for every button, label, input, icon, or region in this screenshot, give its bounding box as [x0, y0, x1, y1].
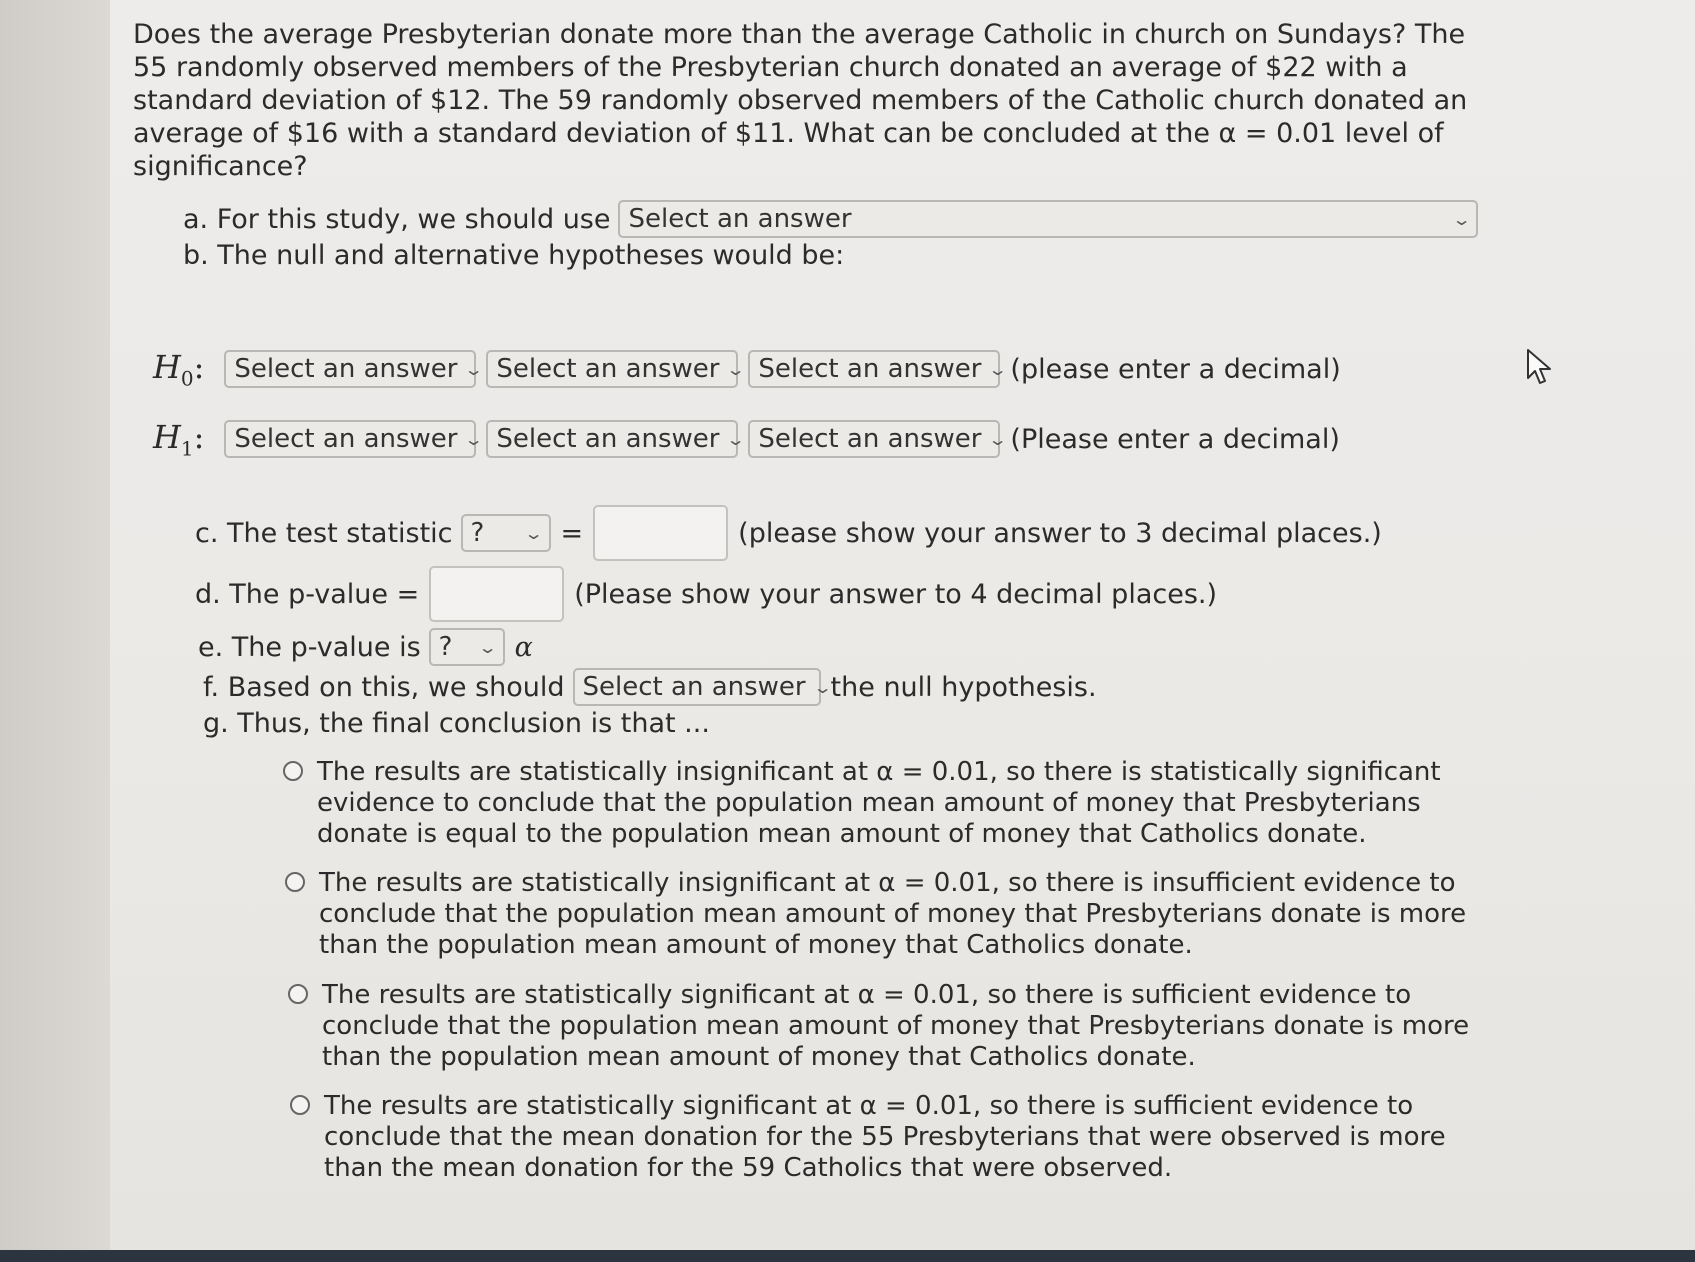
- h0-select-1[interactable]: [224, 350, 485, 388]
- chevron-down-icon: ⌄: [464, 429, 485, 449]
- part-g-label: g. Thus, the final conclusion is that ...: [203, 708, 710, 739]
- radio-icon[interactable]: [285, 872, 305, 892]
- chevron-down-icon: ⌄: [812, 677, 833, 697]
- chevron-down-icon: ⌄: [726, 429, 747, 449]
- h0-select-3-value: Select an answer: [758, 354, 982, 385]
- part-c-label: c. The test statistic: [195, 517, 453, 549]
- h1-symbol: $H_1$:: [153, 418, 205, 461]
- chevron-down-icon: ⌄: [477, 637, 498, 657]
- conclusion-option-3-text: The results are statistically significant at α = 0.01, so there is sufficient evidence to conclude that the population mean amount of money that Presbyterians donate is more than the population mean amount of money that Catholics donate.: [322, 980, 1470, 1072]
- part-f-row: [203, 668, 1097, 706]
- part-c-note: (please show your answer to 3 decimal places.): [738, 517, 1382, 549]
- conclusion-option-1[interactable]: [283, 757, 1483, 850]
- h1-note: (Please enter a decimal): [1010, 423, 1340, 455]
- radio-icon[interactable]: [283, 761, 303, 781]
- test-statistic-type-value: ?: [470, 518, 485, 548]
- h1-select-2[interactable]: [486, 420, 747, 458]
- chevron-down-icon: ⌄: [1451, 209, 1472, 229]
- part-d-note: (Please show your answer to 4 decimal places.): [574, 578, 1218, 610]
- part-a-label: a. For this study, we should use: [183, 203, 611, 235]
- test-statistic-input[interactable]: [593, 505, 728, 561]
- part-d-row: [195, 566, 1217, 622]
- p-value-comparison-value: ?: [438, 632, 453, 662]
- chevron-down-icon: ⌄: [726, 359, 747, 379]
- h1-select-2-value: Select an answer: [496, 424, 720, 455]
- conclusion-option-3[interactable]: [288, 980, 1488, 1073]
- part-b-row: [183, 240, 844, 271]
- part-f-tail: the null hypothesis.: [830, 671, 1097, 703]
- h1-select-1-value: Select an answer: [234, 424, 458, 455]
- h0-row: [153, 348, 1341, 390]
- part-e-row: [198, 628, 533, 666]
- p-value-comparison-select[interactable]: [429, 628, 505, 666]
- radio-icon[interactable]: [288, 984, 308, 1004]
- h0-note: (please enter a decimal): [1010, 353, 1341, 385]
- chevron-down-icon: ⌄: [988, 359, 1009, 379]
- p-value-input[interactable]: [429, 566, 564, 622]
- study-type-select-value: Select an answer: [628, 204, 852, 234]
- question-text: Does the average Presbyterian donate more than the average Catholic in church on Sundays? The 55 randomly observed members of the Presbyterian church donated an average of $22 with a standard deviation of $12. The 59 randomly observed members of the Catholic church donated an average of $16 with a standard deviation of $11. What can be concluded at the α = 0.01 level of significance?: [133, 19, 1468, 182]
- h0-select-1-value: Select an answer: [234, 354, 458, 385]
- left-margin-shade: [0, 0, 110, 1262]
- part-e-label: e. The p-value is: [198, 631, 421, 663]
- h0-symbol: $H_0$:: [153, 348, 205, 391]
- decision-select[interactable]: [573, 668, 833, 706]
- conclusion-option-2[interactable]: [285, 868, 1485, 961]
- decision-select-value: Select an answer: [582, 672, 806, 702]
- chevron-down-icon: ⌄: [523, 523, 544, 543]
- conclusion-option-1-text: The results are statistically insignificant at α = 0.01, so there is statistically significant evidence to conclude that the population mean amount of money that Presbyterians donate is equal to the population mean amount of money that Catholics donate.: [317, 757, 1441, 849]
- equals-sign: =: [560, 517, 584, 549]
- chevron-down-icon: ⌄: [988, 429, 1009, 449]
- part-c-row: [195, 505, 1382, 561]
- h1-select-3[interactable]: [748, 420, 1009, 458]
- part-d-label: d. The p-value =: [195, 578, 420, 610]
- mouse-pointer-icon: [1525, 348, 1555, 388]
- conclusion-option-4-text: The results are statistically significant at α = 0.01, so there is sufficient evidence to conclude that the mean donation for the 55 Presbyterians that were observed is more than the mean donation for the 59 Catholics that were observed.: [324, 1091, 1446, 1183]
- radio-icon[interactable]: [290, 1095, 310, 1115]
- part-b-label: b. The null and alternative hypotheses would be:: [183, 240, 845, 271]
- chevron-down-icon: ⌄: [464, 359, 485, 379]
- h0-select-2[interactable]: [486, 350, 747, 388]
- conclusion-option-4[interactable]: [290, 1091, 1490, 1184]
- h0-select-2-value: Select an answer: [496, 354, 720, 385]
- test-statistic-type-select[interactable]: [461, 514, 551, 552]
- h0-select-3[interactable]: [748, 350, 1009, 388]
- h1-select-3-value: Select an answer: [758, 424, 982, 455]
- part-a-row: [183, 200, 1488, 238]
- part-f-label: f. Based on this, we should: [203, 671, 565, 703]
- h1-row: [153, 418, 1340, 460]
- conclusion-option-2-text: The results are statistically insignificant at α = 0.01, so there is insufficient evidence to conclude that the population mean amount of money that Presbyterians donate is more than the population mean amount of money that Catholics donate.: [319, 868, 1467, 960]
- bottom-edge-bar: [0, 1250, 1695, 1262]
- part-g-row: [203, 708, 710, 739]
- alpha-symbol: α: [514, 631, 533, 663]
- study-type-select[interactable]: [618, 200, 1478, 238]
- h1-select-1[interactable]: [224, 420, 485, 458]
